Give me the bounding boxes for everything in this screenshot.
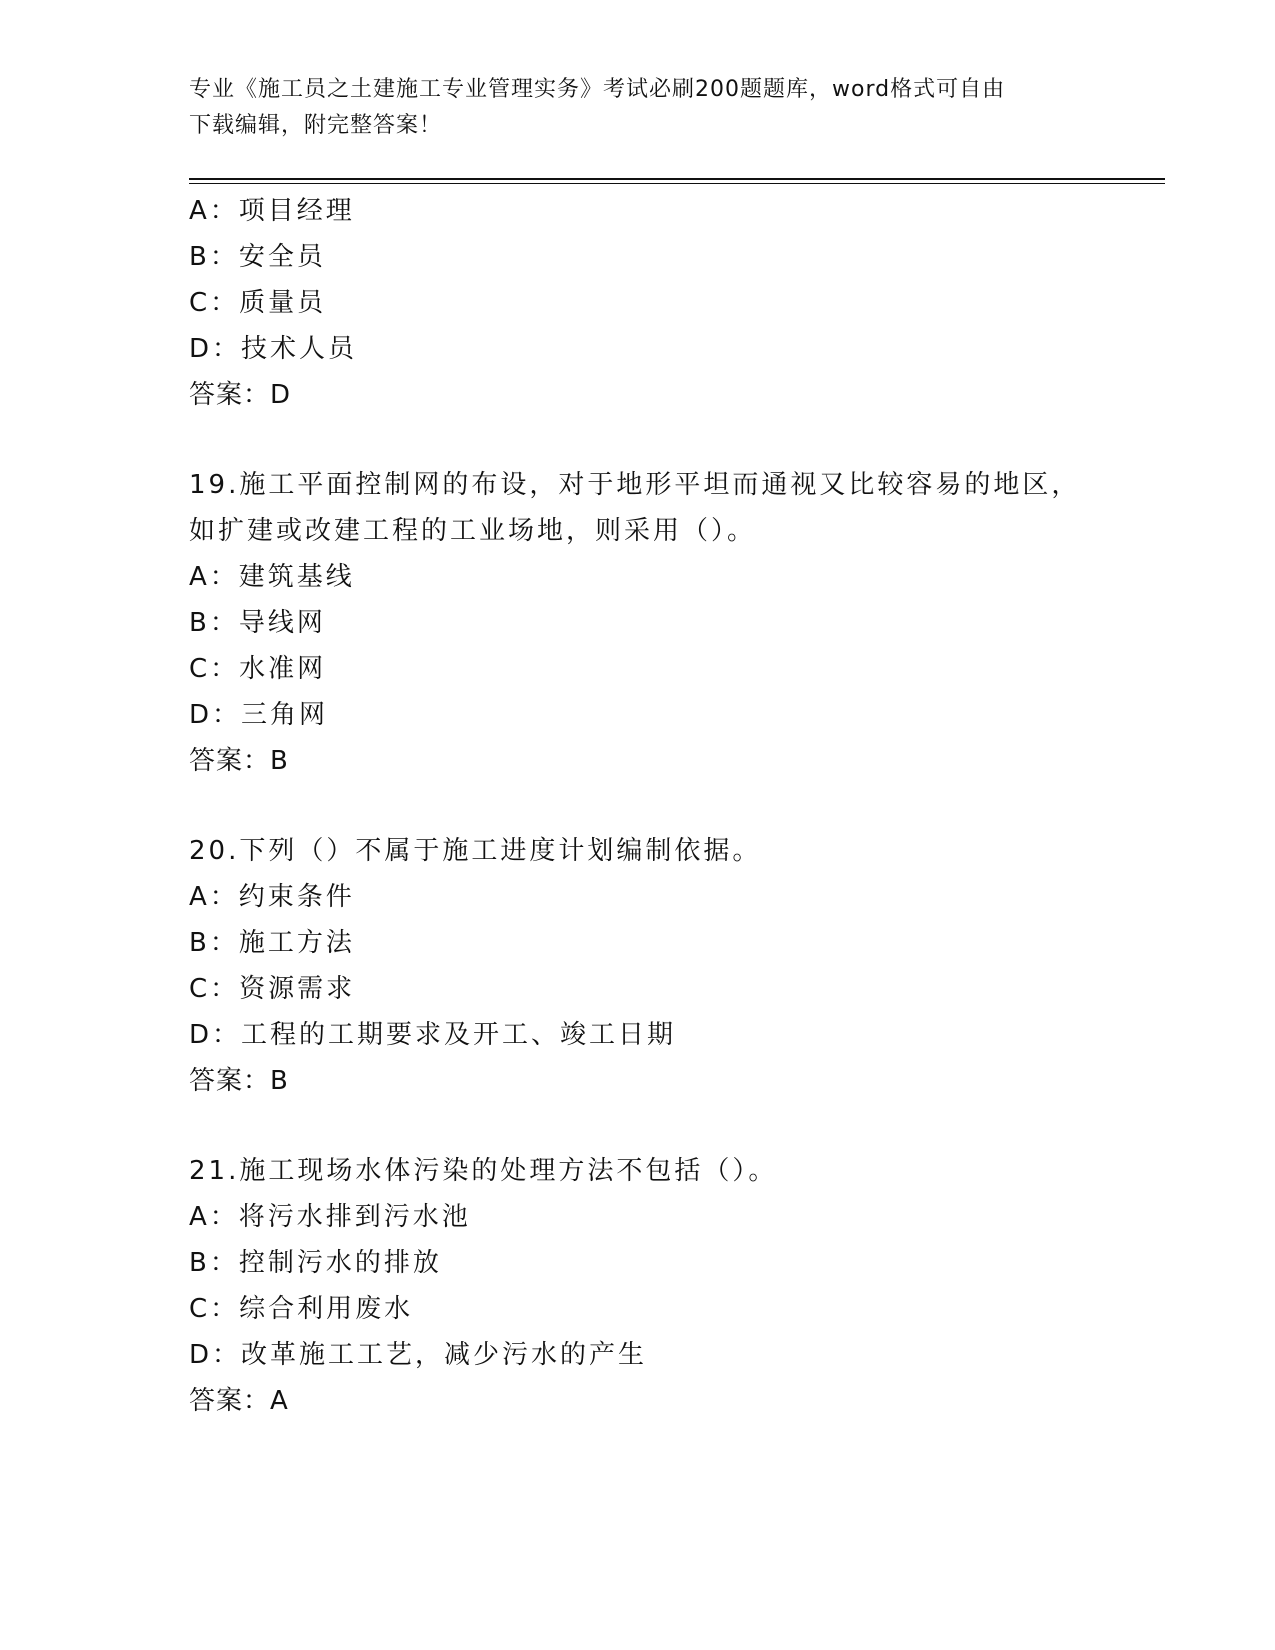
question-stem-line-1: 21.施工现场水体污染的处理方法不包括（）。 (189, 1156, 778, 1186)
question-stem-line-2: 如扩建或改建工程的工业场地，则采用（）。 (189, 516, 757, 546)
option-a: A：建筑基线 (189, 562, 355, 592)
question-19 (189, 462, 1149, 784)
question-20 (189, 828, 1149, 1104)
answer: 答案：B (189, 1066, 289, 1096)
option-c: C：质量员 (189, 288, 327, 318)
question-18-continued (189, 188, 1149, 418)
header-divider-thin (189, 183, 1165, 184)
header-line-2: 下载编辑，附完整答案！ (189, 113, 443, 138)
question-stem-line-1: 20.下列（）不属于施工进度计划编制依据。 (189, 836, 762, 866)
header-line-1: 专业《施工员之土建施工专业管理实务》考试必刷200题题库，word格式可自由 (189, 77, 1006, 102)
answer: 答案：A (189, 1386, 289, 1416)
question-21 (189, 1148, 1149, 1424)
option-c: C：资源需求 (189, 974, 356, 1004)
option-d: D：三角网 (189, 700, 329, 730)
option-d: D：技术人员 (189, 334, 358, 364)
question-list (189, 188, 1149, 1468)
option-a: A：项目经理 (189, 196, 355, 226)
option-b: B：施工方法 (189, 928, 355, 958)
question-stem-line-1: 19.施工平面控制网的布设，对于地形平坦而通视又比较容易的地区， (189, 470, 1081, 500)
option-d: D：改革施工工艺，减少污水的产生 (189, 1340, 648, 1370)
answer: 答案：B (189, 746, 289, 776)
option-b: B：导线网 (189, 608, 326, 638)
option-a: A：约束条件 (189, 882, 355, 912)
option-d: D：工程的工期要求及开工、竣工日期 (189, 1020, 677, 1050)
option-a: A：将污水排到污水池 (189, 1202, 471, 1232)
option-b: B：安全员 (189, 242, 326, 272)
option-b: B：控制污水的排放 (189, 1248, 442, 1278)
option-c: C：综合利用废水 (189, 1294, 414, 1324)
header-divider-thick (189, 178, 1165, 180)
answer: 答案：D (189, 380, 292, 410)
document-header (189, 72, 1069, 144)
option-c: C：水准网 (189, 654, 327, 684)
